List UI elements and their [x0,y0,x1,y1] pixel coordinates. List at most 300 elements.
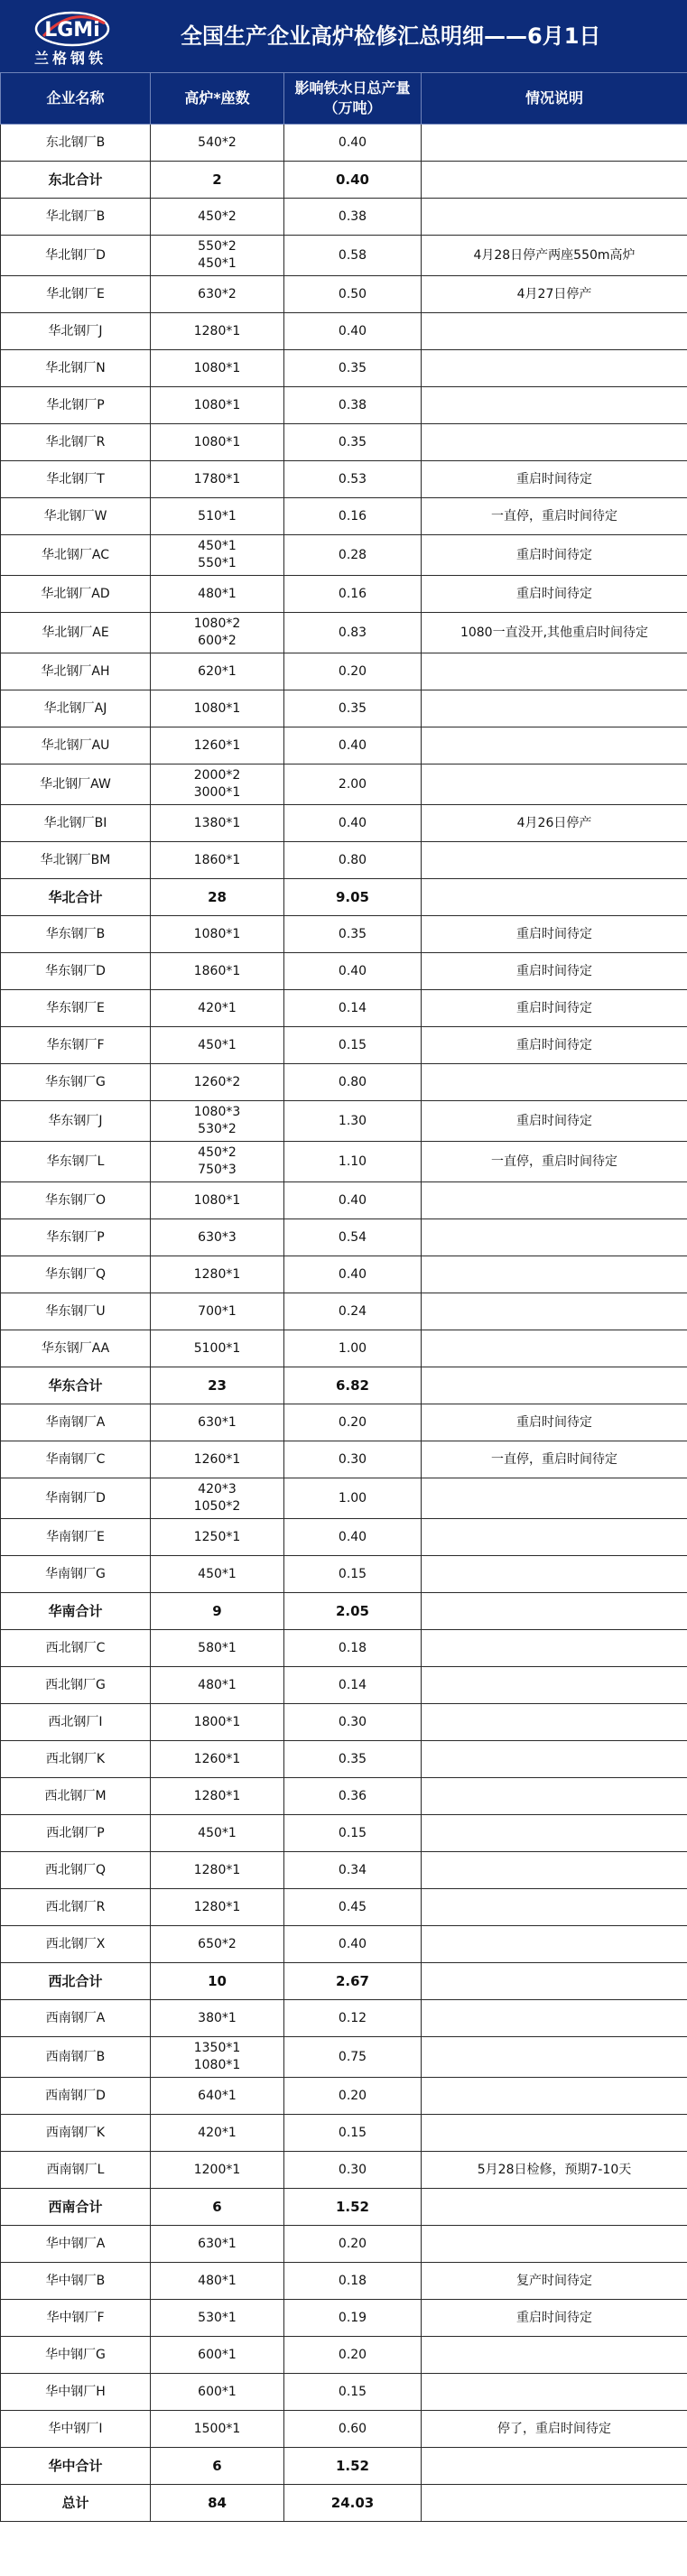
subtotal-row [1,2448,687,2485]
table-row [1,498,687,535]
company-name-cell: 华中钢厂H [1,2374,151,2411]
furnace-spec: 450*2 [198,208,237,224]
furnace-spec: 620*1 [198,663,237,679]
furnace-count-cell [151,2189,284,2226]
note-cell [422,1064,687,1101]
furnace-spec: 550*1 [198,556,237,570]
company-name-cell: 华东钢厂J [1,1101,151,1142]
furnace-spec: 23 [208,1376,227,1394]
furnace-spec: 510*1 [198,508,237,524]
company-name-cell: 华中钢厂A [1,2226,151,2263]
furnace-count-cell [151,199,284,236]
furnace-spec: 1080*3 [193,1105,241,1119]
furnace-spec: 1280*1 [193,1862,241,1877]
furnace-spec: 450*1 [198,539,237,553]
output-cell: 0.35 [284,424,422,461]
note-cell [422,764,687,805]
furnace-count-cell [151,1293,284,1330]
note-cell: 4月26日停产 [422,805,687,842]
furnace-count-cell [151,1593,284,1630]
output-cell: 0.19 [284,2300,422,2337]
furnace-count-cell [151,1478,284,1519]
table-row [1,125,687,162]
note-cell [422,2374,687,2411]
furnace-count-cell [151,842,284,879]
note-cell [422,1963,687,2000]
company-name-cell: 华北钢厂AC [1,535,151,576]
note-cell [422,2115,687,2152]
table-row [1,576,687,613]
note-cell [422,1852,687,1889]
furnace-count-cell [151,805,284,842]
company-name-cell: 华南钢厂A [1,1404,151,1441]
company-name-cell: 西南钢厂L [1,2152,151,2189]
note-cell [422,1667,687,1704]
furnace-spec: 3000*1 [193,785,241,800]
note-cell [422,1704,687,1741]
company-name-cell: 华东钢厂U [1,1293,151,1330]
column-header-note: 情况说明 [422,73,687,125]
output-cell: 0.40 [284,1926,422,1963]
furnace-spec: 10 [208,1972,227,1989]
company-name-cell: 华北钢厂W [1,498,151,535]
furnace-count-cell [151,2263,284,2300]
table-body [1,125,687,2522]
company-name-cell: 华南钢厂G [1,1556,151,1593]
note-cell: 重启时间待定 [422,916,687,953]
table-row [1,424,687,461]
furnace-count-cell [151,2037,284,2078]
furnace-spec: 1260*1 [193,1451,241,1467]
furnace-count-cell [151,727,284,764]
furnace-spec: 1260*1 [193,1751,241,1766]
table-row [1,916,687,953]
company-name-cell: 华中钢厂G [1,2337,151,2374]
note-cell: 5月28日检修，预期7-10天 [422,2152,687,2189]
note-cell [422,727,687,764]
furnace-count-cell [151,879,284,916]
table-row [1,2300,687,2337]
company-name-cell: 华东钢厂O [1,1182,151,1219]
note-cell: 一直停，重启时间待定 [422,1142,687,1182]
note-cell [422,1478,687,1519]
output-cell: 0.30 [284,1441,422,1478]
furnace-spec: 6 [212,2457,222,2474]
note-cell [422,842,687,879]
furnace-spec: 420*1 [198,1000,237,1015]
furnace-spec: 1260*2 [193,1074,241,1089]
furnace-count-cell [151,1741,284,1778]
furnace-spec: 28 [208,888,227,905]
table-row [1,1441,687,1478]
output-cell: 0.40 [284,162,422,199]
blast-furnace-table [0,72,687,2522]
furnace-spec: 1860*1 [193,852,241,867]
furnace-spec: 630*1 [198,2236,237,2251]
note-cell: 重启时间待定 [422,1101,687,1142]
table-row [1,1101,687,1142]
table-row [1,2000,687,2037]
furnace-spec: 650*2 [198,1936,237,1951]
furnace-count-cell [151,916,284,953]
table-row [1,953,687,990]
company-name-cell: 西北钢厂C [1,1630,151,1667]
output-cell: 0.30 [284,2152,422,2189]
table-row [1,1330,687,1367]
output-cell: 0.20 [284,653,422,690]
furnace-count-cell [151,1182,284,1219]
note-cell [422,1889,687,1926]
furnace-spec: 420*3 [198,1482,237,1496]
table-row [1,387,687,424]
output-cell: 0.80 [284,1064,422,1101]
furnace-spec: 580*1 [198,1640,237,1655]
output-cell: 0.40 [284,1519,422,1556]
note-cell [422,2226,687,2263]
output-cell: 0.80 [284,842,422,879]
furnace-spec: 540*2 [198,134,237,150]
note-cell [422,350,687,387]
table-row [1,1630,687,1667]
furnace-count-cell [151,313,284,350]
furnace-spec: 1280*1 [193,1266,241,1282]
furnace-count-cell [151,535,284,576]
furnace-spec: 1380*1 [193,815,241,830]
subtotal-row [1,1593,687,1630]
furnace-count-cell [151,461,284,498]
output-cell: 0.14 [284,1667,422,1704]
output-cell: 0.40 [284,727,422,764]
report-header [0,0,687,72]
output-cell: 0.18 [284,2263,422,2300]
note-cell [422,1815,687,1852]
page-title: 全国生产企业高炉检修汇总明细——6月1日 [181,23,601,49]
furnace-count-cell [151,424,284,461]
furnace-count-cell [151,125,284,162]
subtotal-row [1,879,687,916]
furnace-spec: 380*1 [198,2010,237,2025]
note-cell [422,1926,687,1963]
table-row [1,690,687,727]
output-cell: 0.35 [284,1741,422,1778]
furnace-spec: 1780*1 [193,471,241,486]
output-cell: 0.54 [284,1219,422,1256]
company-name-cell: 东北合计 [1,162,151,199]
furnace-spec: 640*1 [198,2088,237,2103]
note-cell [422,1256,687,1293]
furnace-spec: 84 [208,2494,227,2511]
company-name-cell: 西南钢厂D [1,2078,151,2115]
output-cell: 0.35 [284,690,422,727]
company-name-cell: 西南合计 [1,2189,151,2226]
output-cell: 0.40 [284,953,422,990]
output-cell: 0.53 [284,461,422,498]
table-row [1,535,687,576]
company-name-cell: 华南合计 [1,1593,151,1630]
table-row [1,764,687,805]
company-name-cell: 西南钢厂B [1,2037,151,2078]
table-row [1,461,687,498]
table-row [1,2263,687,2300]
furnace-spec: 700*1 [198,1303,237,1319]
note-cell: 重启时间待定 [422,1027,687,1064]
note-cell [422,1741,687,1778]
furnace-spec: 450*1 [198,1566,237,1581]
note-cell [422,2037,687,2078]
furnace-count-cell [151,990,284,1027]
furnace-count-cell [151,653,284,690]
note-cell [422,2337,687,2374]
note-cell: 重启时间待定 [422,461,687,498]
company-name-cell: 华北钢厂T [1,461,151,498]
output-cell: 0.15 [284,1815,422,1852]
furnace-spec: 1250*1 [193,1529,241,1544]
furnace-spec: 2 [212,171,222,188]
furnace-spec: 1080*1 [193,700,241,716]
company-name-cell: 西北钢厂P [1,1815,151,1852]
output-cell: 0.35 [284,916,422,953]
company-name-cell: 华北钢厂AW [1,764,151,805]
output-cell: 0.18 [284,1630,422,1667]
note-cell [422,2485,687,2522]
note-cell [422,1593,687,1630]
company-name-cell: 华东钢厂AA [1,1330,151,1367]
output-cell: 0.58 [284,236,422,276]
note-cell [422,1778,687,1815]
note-cell [422,879,687,916]
table-row [1,2115,687,2152]
note-cell: 重启时间待定 [422,953,687,990]
table-row [1,2037,687,2078]
table-row [1,2078,687,2115]
output-cell: 0.30 [284,1704,422,1741]
output-cell: 0.28 [284,535,422,576]
table-row [1,1519,687,1556]
table-row [1,2226,687,2263]
table-row [1,1926,687,1963]
furnace-spec: 450*1 [198,1037,237,1052]
table-row [1,1704,687,1741]
subtotal-row [1,1963,687,2000]
furnace-count-cell [151,953,284,990]
company-name-cell: 西北钢厂I [1,1704,151,1741]
furnace-count-cell [151,1889,284,1926]
furnace-spec: 630*2 [198,286,237,301]
note-cell [422,387,687,424]
output-cell: 0.15 [284,2374,422,2411]
company-name-cell: 华北钢厂AJ [1,690,151,727]
furnace-spec: 1200*1 [193,2162,241,2177]
table-row [1,805,687,842]
company-name-cell: 华东合计 [1,1367,151,1404]
furnace-spec: 550*2 [198,239,237,254]
output-cell: 0.38 [284,199,422,236]
note-cell [422,162,687,199]
furnace-spec: 1080*1 [193,434,241,449]
company-name-cell: 西北钢厂Q [1,1852,151,1889]
furnace-spec: 600*1 [198,2384,237,2399]
table-row [1,1815,687,1852]
furnace-spec: 1860*1 [193,963,241,978]
output-cell: 2.00 [284,764,422,805]
table-row [1,199,687,236]
company-name-cell: 华北钢厂R [1,424,151,461]
furnace-spec: 420*1 [198,2125,237,2140]
output-cell: 1.52 [284,2448,422,2485]
output-cell: 0.35 [284,350,422,387]
company-name-cell: 华中钢厂F [1,2300,151,2337]
furnace-count-cell [151,2115,284,2152]
table-row [1,653,687,690]
furnace-count-cell [151,1441,284,1478]
table-row [1,1667,687,1704]
note-cell [422,1293,687,1330]
company-name-cell: 华北钢厂AD [1,576,151,613]
note-cell [422,313,687,350]
furnace-count-cell [151,1101,284,1142]
furnace-spec: 1280*1 [193,1788,241,1803]
note-cell: 重启时间待定 [422,576,687,613]
furnace-count-cell [151,2485,284,2522]
furnace-spec: 450*1 [198,1825,237,1840]
subtotal-row [1,2189,687,2226]
furnace-count-cell [151,2226,284,2263]
subtotal-row [1,1367,687,1404]
furnace-spec: 1080*1 [193,2058,241,2072]
company-name-cell: 华北钢厂N [1,350,151,387]
note-cell: 重启时间待定 [422,535,687,576]
company-name-cell: 华中钢厂I [1,2411,151,2448]
furnace-spec: 1280*1 [193,1899,241,1914]
output-cell: 0.34 [284,1852,422,1889]
company-name-cell: 东北钢厂B [1,125,151,162]
furnace-count-cell [151,1367,284,1404]
company-name-cell: 华北钢厂AU [1,727,151,764]
output-cell: 0.40 [284,313,422,350]
furnace-count-cell [151,2078,284,2115]
furnace-count-cell [151,1027,284,1064]
note-cell: 4月27日停产 [422,276,687,313]
furnace-spec: 600*1 [198,2347,237,2362]
table-row [1,1556,687,1593]
furnace-spec: 630*3 [198,1229,237,1245]
furnace-spec: 750*3 [198,1163,237,1177]
note-cell: 一直停，重启时间待定 [422,498,687,535]
furnace-count-cell [151,764,284,805]
company-name-cell: 华东钢厂D [1,953,151,990]
note-cell [422,1330,687,1367]
table-row [1,613,687,653]
company-name-cell: 华东钢厂F [1,1027,151,1064]
furnace-count-cell [151,2152,284,2189]
note-cell [422,653,687,690]
company-name-cell: 西北钢厂G [1,1667,151,1704]
furnace-spec: 530*2 [198,1122,237,1136]
company-name-cell: 西北钢厂K [1,1741,151,1778]
output-cell: 2.67 [284,1963,422,2000]
output-cell: 1.00 [284,1330,422,1367]
output-cell: 0.20 [284,2078,422,2115]
furnace-count-cell [151,1256,284,1293]
furnace-count-cell [151,1519,284,1556]
furnace-spec: 450*1 [198,256,237,271]
table-row [1,842,687,879]
table-row [1,2152,687,2189]
output-cell: 0.83 [284,613,422,653]
logo-text: 兰格钢铁 [34,50,107,67]
table-row [1,1852,687,1889]
company-name-cell: 西北钢厂R [1,1889,151,1926]
company-name-cell: 华东钢厂G [1,1064,151,1101]
output-cell: 0.24 [284,1293,422,1330]
furnace-spec: 1080*1 [193,926,241,941]
output-cell: 0.20 [284,2337,422,2374]
furnace-count-cell [151,1404,284,1441]
note-cell: 重启时间待定 [422,990,687,1027]
company-name-cell: 华东钢厂P [1,1219,151,1256]
furnace-count-cell [151,276,284,313]
output-cell: 0.16 [284,576,422,613]
output-cell: 2.05 [284,1593,422,1630]
output-cell: 0.12 [284,2000,422,2037]
output-cell: 1.52 [284,2189,422,2226]
table-row [1,2374,687,2411]
furnace-count-cell [151,1778,284,1815]
note-cell [422,1367,687,1404]
furnace-spec: 1080*2 [193,616,241,631]
output-cell: 0.38 [284,387,422,424]
column-header-output: 影响铁水日总产量（万吨） [284,73,422,125]
furnace-spec: 600*2 [198,634,237,648]
company-name-cell: 华南钢厂D [1,1478,151,1519]
company-name-cell: 华北钢厂AE [1,613,151,653]
note-cell [422,1519,687,1556]
furnace-count-cell [151,1330,284,1367]
furnace-count-cell [151,690,284,727]
furnace-count-cell [151,236,284,276]
table-row [1,2337,687,2374]
note-cell [422,1219,687,1256]
output-cell: 0.40 [284,125,422,162]
company-name-cell: 华北钢厂D [1,236,151,276]
company-name-cell: 华东钢厂Q [1,1256,151,1293]
furnace-spec: 5100*1 [193,1340,241,1356]
company-name-cell: 华北钢厂BI [1,805,151,842]
table-row [1,350,687,387]
note-cell: 复产时间待定 [422,2263,687,2300]
table-row [1,1293,687,1330]
furnace-spec: 1280*1 [193,323,241,338]
company-name-cell: 西北钢厂X [1,1926,151,1963]
company-name-cell: 华中钢厂B [1,2263,151,2300]
furnace-count-cell [151,1963,284,2000]
furnace-count-cell [151,2300,284,2337]
company-name-cell: 华中合计 [1,2448,151,2485]
furnace-spec: 1800*1 [193,1714,241,1729]
output-cell: 0.36 [284,1778,422,1815]
company-name-cell: 西南钢厂A [1,2000,151,2037]
table-row [1,1027,687,1064]
furnace-spec: 480*1 [198,2273,237,2288]
company-name-cell: 华北合计 [1,879,151,916]
furnace-count-cell [151,1630,284,1667]
output-cell: 1.10 [284,1142,422,1182]
table-row [1,313,687,350]
company-name-cell: 华北钢厂E [1,276,151,313]
company-name-cell: 西北合计 [1,1963,151,2000]
furnace-spec: 1350*1 [193,2041,241,2055]
output-cell: 6.82 [284,1367,422,1404]
